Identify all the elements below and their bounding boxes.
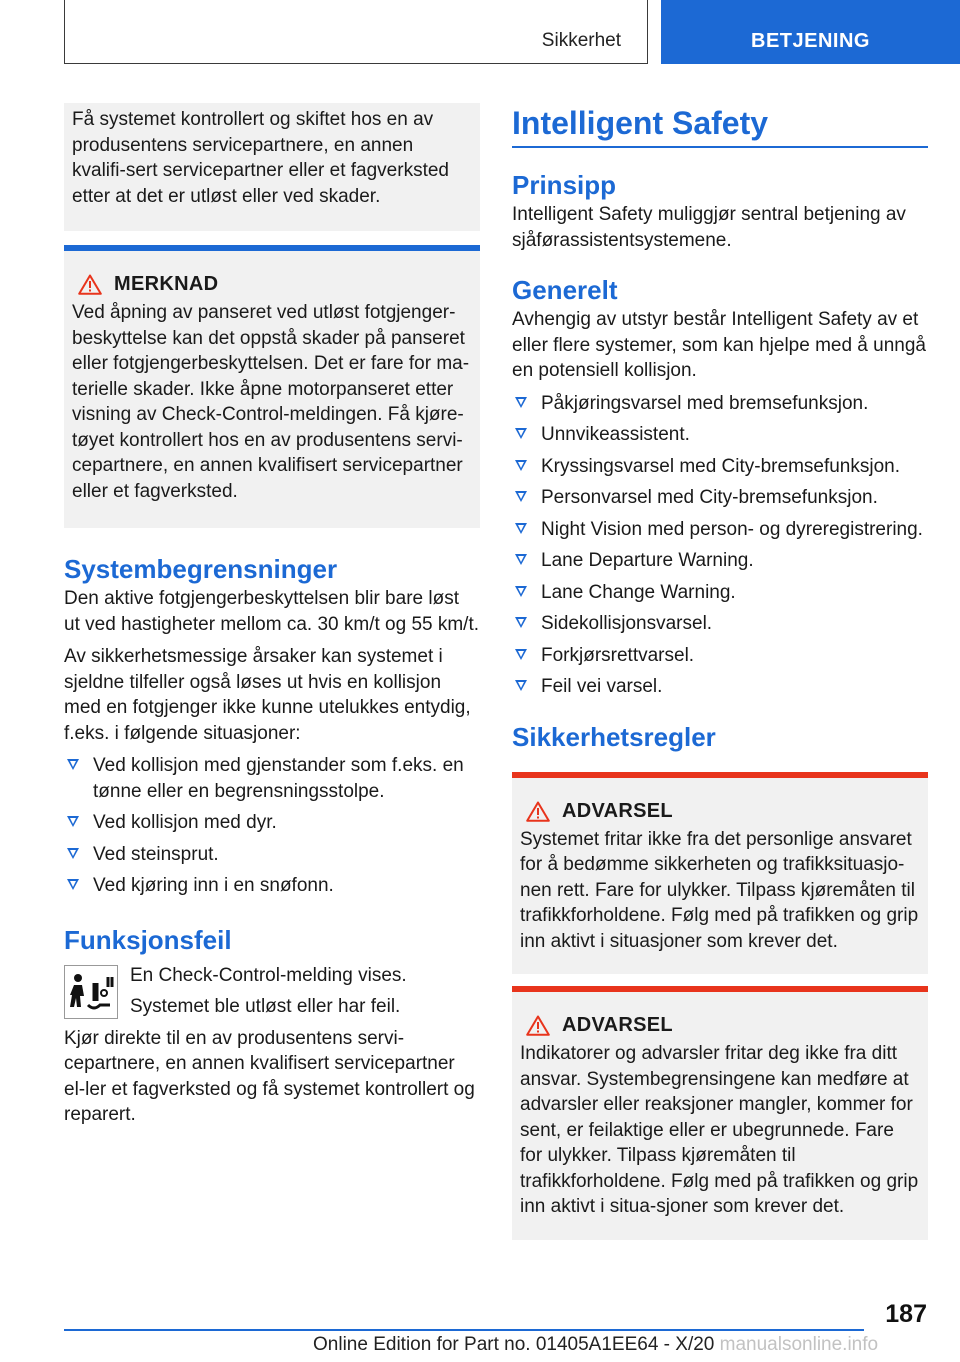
list-item: Lane Change Warning. xyxy=(512,580,928,606)
warning-box-2 xyxy=(512,986,928,1240)
right-column xyxy=(512,103,928,1240)
intro-info-box xyxy=(64,103,480,231)
notice-title: MERKNAD xyxy=(114,273,219,295)
warning-text: Indikatorer og advarsler fritar deg ikke fra ditt ansvar. Systembegrensingene kan medføre at advarsler eller reaksjoner mangler, kommer for sent, er feilaktige eller er ubegrunnede. Fare for ulykker. Tilpass kjøremåten til trafikkforholdene. Følg med på trafikken og grip inn aktivt i situa-sjoner som krever det. xyxy=(520,1043,919,1217)
triangle-bullet-icon xyxy=(515,491,527,502)
header-chapter-tab xyxy=(661,0,960,64)
warning-title: ADVARSEL xyxy=(562,1014,673,1036)
list-item: Forkjørsrettvarsel. xyxy=(512,643,928,669)
list-item: Feil vei varsel. xyxy=(512,674,928,700)
list-item: Night Vision med person- og dyreregistrering. xyxy=(512,517,928,543)
malfunction-text-3: Kjør direkte til en av produsentens servi-cepartnere, en annen kvalifisert servicepartner el-ler et fagverksted og få systemet kontrollert og reparert. xyxy=(64,1027,475,1125)
warning-box-1 xyxy=(512,772,928,975)
pedestrian-warning-icon xyxy=(64,965,118,1019)
watermark-suffix: manualsonline.info xyxy=(714,1334,879,1355)
triangle-bullet-icon xyxy=(515,460,527,471)
triangle-bullet-icon xyxy=(67,816,79,827)
warning-header xyxy=(526,800,920,823)
malfunction-text-1: En Check-Control-melding vises. xyxy=(130,964,407,986)
principle-text: Intelligent Safety muliggjør sentral betjening av sjåførassistentsystemene. xyxy=(512,204,906,251)
intro-box-text: Få systemet kontrollert og skiftet hos en av produsentens servicepartnere, en annen kvalifi-sert servicepartner eller et fagverksted etter at det er utløst eller ved skader. xyxy=(72,109,449,207)
heading-sikkerhetsregler: Sikkerhetsregler xyxy=(512,721,716,752)
malfunction-block xyxy=(64,963,480,1128)
warning-title: ADVARSEL xyxy=(562,799,673,822)
warning-triangle-icon xyxy=(526,801,550,822)
limits-paragraph-1: Den aktive fotgjengerbeskyttelsen blir bare løst ut ved hastigheter mellom ca. 30 km/t og 55 km/t. xyxy=(64,588,480,635)
header-section-title: Sikkerhet xyxy=(541,30,621,51)
list-item: Lane Departure Warning. xyxy=(512,548,928,574)
heading-systembegrensninger: Systembegrensninger xyxy=(64,554,338,584)
warning-triangle-icon xyxy=(526,1015,550,1036)
list-item: Ved steinsprut. xyxy=(64,842,480,868)
warning-text: Systemet fritar ikke fra det personlige ansvaret for å bedømme sikkerheten og trafikksituasjo-nen rett. Fare for ulykker. Tilpass kjøremåten til trafikkforholdene. Følg med på trafikken og grip inn aktivt i situasjoner som krever det. xyxy=(520,828,919,952)
list-item: Kryssingsvarsel med City-bremsefunksjon. xyxy=(512,454,928,480)
notice-text: Ved åpning av panseret ved utløst fotgjenger-beskyttelse kan det oppstå skader på panseret eller fotgjengerbeskyttelsen. Det er fare for ma-terielle skader. Ikke åpne motorpanseret etter visning av Check-Control-meldingen. Få kjøre-tøyet kontrollert hos en av produsentens servi-cepartnere, en annen kvalifisert servicepartner eller et fagverksted. xyxy=(72,302,470,502)
list-item: Sidekollisjonsvarsel. xyxy=(512,611,928,637)
notice-merknad xyxy=(64,245,480,528)
warning-triangle-icon xyxy=(78,274,102,295)
list-item: Påkjøringsvarsel med bremsefunksjon. xyxy=(512,391,928,417)
triangle-bullet-icon xyxy=(515,523,527,534)
header-section-tab xyxy=(64,0,648,64)
triangle-bullet-icon xyxy=(515,617,527,628)
triangle-bullet-icon xyxy=(515,680,527,691)
list-item: Ved kjøring inn i en snøfonn. xyxy=(64,873,480,899)
triangle-bullet-icon xyxy=(515,428,527,439)
page-number: 187 xyxy=(885,1300,927,1328)
limits-list xyxy=(64,753,480,899)
footer-divider xyxy=(64,1329,864,1331)
page-title: Intelligent Safety xyxy=(512,103,928,148)
list-item: Ved kollisjon med dyr. xyxy=(64,810,480,836)
triangle-bullet-icon xyxy=(67,759,79,770)
triangle-bullet-icon xyxy=(515,586,527,597)
notice-header xyxy=(78,273,472,296)
list-item: Personvarsel med City-bremsefunksjon. xyxy=(512,485,928,511)
left-column xyxy=(64,103,480,1128)
edition-text xyxy=(313,1334,878,1356)
general-text: Avhengig av utstyr består Intelligent Safety av et eller flere systemer, som kan hjelpe med å unngå en potensiell kollisjon. xyxy=(512,309,926,381)
heading-funksjonsfeil: Funksjonsfeil xyxy=(64,924,232,955)
heading-prinsipp: Prinsipp xyxy=(512,170,617,200)
limits-paragraph-2: Av sikkerhetsmessige årsaker kan systemet i sjeldne tilfeller også løses ut hvis en kollisjon med en fotgjenger ikke kunne utelukkes entydig, f.eks. i følgende situasjoner: xyxy=(64,646,471,744)
triangle-bullet-icon xyxy=(67,879,79,890)
systems-list xyxy=(512,391,928,700)
triangle-bullet-icon xyxy=(515,554,527,565)
heading-generelt: Generelt xyxy=(512,275,618,305)
triangle-bullet-icon xyxy=(67,848,79,859)
triangle-bullet-icon xyxy=(515,649,527,660)
warning-header xyxy=(526,1014,920,1037)
edition-label: Online Edition for Part no. 01405A1EE64 - X/20 xyxy=(313,1334,715,1355)
header-chapter-title: BETJENING xyxy=(751,30,870,52)
triangle-bullet-icon xyxy=(515,397,527,408)
list-item: Unnvikeassistent. xyxy=(512,422,928,448)
malfunction-text-2: Systemet ble utløst eller har feil. xyxy=(130,996,401,1017)
list-item: Ved kollisjon med gjenstander som f.eks. en tønne eller en begrensningsstolpe. xyxy=(64,753,480,804)
